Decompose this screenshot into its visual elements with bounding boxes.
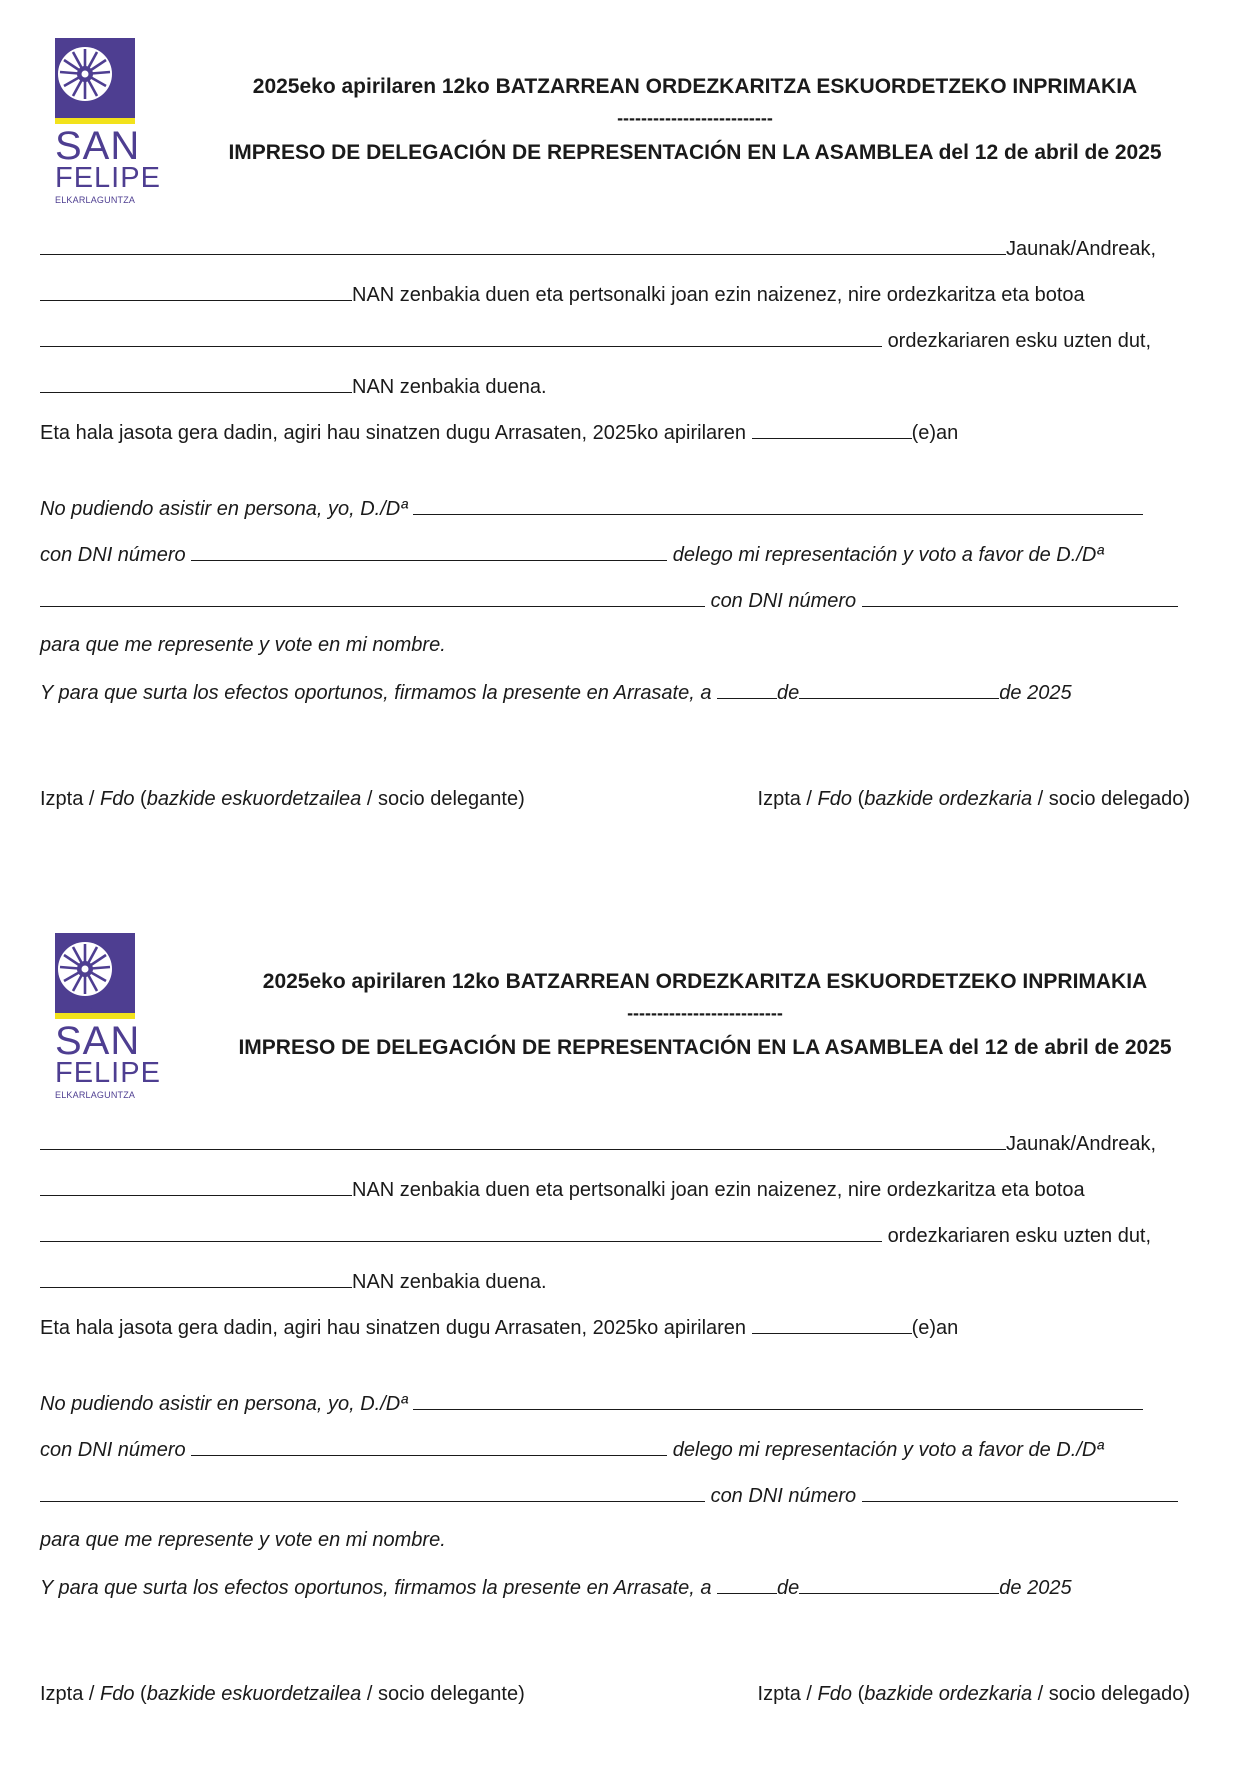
es-line-5-text: Y para que surta los efectos oportunos, firmamos la presente en Arrasate, a bbox=[40, 682, 712, 704]
logo-text-elkarlaguntza: ELKARLAGUNTZA bbox=[55, 1090, 136, 1100]
title-separator: -------------------------- bbox=[617, 108, 773, 128]
es-month-blank[interactable] bbox=[799, 1575, 999, 1594]
es-line-4-text: para que me represente y vote en mi nombre. bbox=[40, 1529, 446, 1551]
signature-delegate-label: Izpta / Fdo (bazkide ordezkaria / socio delegado) bbox=[757, 788, 1190, 810]
logo-text-felipe: FELIPE bbox=[55, 162, 161, 194]
es-line-1 bbox=[40, 496, 1190, 521]
es-line-2-suffix: delego mi representación y voto a favor de D./Dª bbox=[672, 1439, 1104, 1461]
delegate-nan-blank[interactable] bbox=[40, 1269, 352, 1288]
delegate-name-blank[interactable] bbox=[40, 1223, 882, 1242]
es-delegate-dni-blank[interactable] bbox=[862, 588, 1178, 607]
eu-line-4 bbox=[40, 1269, 1190, 1294]
eu-line-3-text: ordezkariaren esku uzten dut, bbox=[887, 330, 1152, 352]
delegator-name-blank[interactable] bbox=[40, 236, 1006, 255]
eu-line-2 bbox=[40, 1177, 1190, 1202]
es-line-2 bbox=[40, 542, 1190, 567]
es-line-2-suffix: delego mi representación y voto a favor de D./Dª bbox=[672, 544, 1104, 566]
eu-line-2-text: NAN zenbakia duen eta pertsonalki joan ezin naizenez, nire ordezkaritza eta botoa bbox=[352, 284, 1085, 306]
logo bbox=[55, 933, 161, 1103]
es-line-2-text: con DNI número bbox=[40, 544, 186, 566]
eu-line-5 bbox=[40, 420, 1190, 445]
es-line-4 bbox=[40, 1529, 1190, 1552]
eu-line-3-text: ordezkariaren esku uzten dut, bbox=[887, 1225, 1152, 1247]
delegate-name-blank[interactable] bbox=[40, 328, 882, 347]
logo-text-felipe: FELIPE bbox=[55, 1057, 161, 1089]
signature-delegate-label: Izpta / Fdo (bazkide ordezkaria / socio delegado) bbox=[757, 1683, 1190, 1705]
shell-logo-icon bbox=[55, 933, 135, 1021]
es-line-3 bbox=[40, 588, 1190, 613]
es-delegator-dni-blank[interactable] bbox=[191, 542, 667, 561]
es-delegator-dni-blank[interactable] bbox=[191, 1437, 667, 1456]
es-delegate-name-blank[interactable] bbox=[40, 588, 705, 607]
es-line-3-text: con DNI número bbox=[710, 590, 857, 612]
eu-line-4 bbox=[40, 374, 1190, 399]
eu-line-3 bbox=[40, 1223, 1190, 1248]
eu-line-5-text: Eta hala jasota gera dadin, agiri hau sinatzen dugu Arrasaten, 2025ko apirilaren bbox=[40, 1317, 747, 1339]
form-title-spanish: IMPRESO DE DELEGACIÓN DE REPRESENTACIÓN EN LA ASAMBLEA del 12 de abril de 2025 bbox=[228, 141, 1162, 164]
es-line-2-text: con DNI número bbox=[40, 1439, 186, 1461]
form-title-basque: 2025eko apirilaren 12ko BATZARREAN ORDEZKARITZA ESKUORDETZEKO INPRIMAKIA bbox=[252, 75, 1138, 98]
es-month-blank[interactable] bbox=[799, 680, 999, 699]
eu-line-4-text: NAN zenbakia duena. bbox=[352, 1271, 547, 1293]
delegation-form-2 bbox=[0, 895, 1240, 1765]
es-line-4-text: para que me represente y vote en mi nombre. bbox=[40, 634, 446, 656]
logo-text-san: SAN bbox=[55, 124, 141, 168]
es-line-5-year: de 2025 bbox=[999, 1577, 1072, 1599]
es-line-1-text: No pudiendo asistir en persona, yo, D./Dª bbox=[40, 498, 408, 520]
eu-line-5-suffix: (e)an bbox=[911, 1317, 959, 1339]
logo-text-elkarlaguntza: ELKARLAGUNTZA bbox=[55, 195, 136, 205]
es-delegator-name-blank[interactable] bbox=[413, 496, 1143, 515]
logo bbox=[55, 38, 161, 208]
eu-line-3 bbox=[40, 328, 1190, 353]
es-line-1-text: No pudiendo asistir en persona, yo, D./Dª bbox=[40, 1393, 408, 1415]
delegator-nan-blank[interactable] bbox=[40, 282, 352, 301]
eu-line-1 bbox=[40, 236, 1190, 261]
delegate-nan-blank[interactable] bbox=[40, 374, 352, 393]
form-title-basque: 2025eko apirilaren 12ko BATZARREAN ORDEZKARITZA ESKUORDETZEKO INPRIMAKIA bbox=[262, 970, 1148, 993]
eu-line-5 bbox=[40, 1315, 1190, 1340]
es-day-blank[interactable] bbox=[717, 680, 777, 699]
eu-line-1-text: Jaunak/Andreak, bbox=[1006, 1133, 1157, 1155]
title-separator: -------------------------- bbox=[627, 1003, 783, 1023]
es-line-2 bbox=[40, 1437, 1190, 1462]
es-line-5-text: Y para que surta los efectos oportunos, firmamos la presente en Arrasate, a bbox=[40, 1577, 712, 1599]
eu-line-5-text: Eta hala jasota gera dadin, agiri hau sinatzen dugu Arrasaten, 2025ko apirilaren bbox=[40, 422, 747, 444]
es-line-4 bbox=[40, 634, 1190, 657]
delegator-name-blank[interactable] bbox=[40, 1131, 1006, 1150]
eu-line-1-text: Jaunak/Andreak, bbox=[1006, 238, 1157, 260]
es-delegate-name-blank[interactable] bbox=[40, 1483, 705, 1502]
es-line-1 bbox=[40, 1391, 1190, 1416]
signature-delegator-label: Izpta / Fdo (bazkide eskuordetzailea / socio delegante) bbox=[40, 788, 525, 810]
es-line-5-de: de bbox=[777, 682, 800, 704]
eu-line-4-text: NAN zenbakia duena. bbox=[352, 376, 547, 398]
delegation-form-1 bbox=[0, 0, 1240, 870]
es-line-3 bbox=[40, 1483, 1190, 1508]
signature-delegator-label: Izpta / Fdo (bazkide eskuordetzailea / socio delegante) bbox=[40, 1683, 525, 1705]
es-line-3-text: con DNI número bbox=[710, 1485, 857, 1507]
es-day-blank[interactable] bbox=[717, 1575, 777, 1594]
delegator-nan-blank[interactable] bbox=[40, 1177, 352, 1196]
shell-logo-icon bbox=[55, 38, 135, 126]
eu-line-2-text: NAN zenbakia duen eta pertsonalki joan ezin naizenez, nire ordezkaritza eta botoa bbox=[352, 1179, 1085, 1201]
es-delegate-dni-blank[interactable] bbox=[862, 1483, 1178, 1502]
logo-text-san: SAN bbox=[55, 1019, 141, 1063]
es-line-5-de: de bbox=[777, 1577, 800, 1599]
es-line-5 bbox=[40, 1575, 1190, 1600]
es-line-5-year: de 2025 bbox=[999, 682, 1072, 704]
es-line-5 bbox=[40, 680, 1190, 705]
es-delegator-name-blank[interactable] bbox=[413, 1391, 1143, 1410]
eu-date-blank[interactable] bbox=[752, 420, 912, 439]
form-title-spanish: IMPRESO DE DELEGACIÓN DE REPRESENTACIÓN EN LA ASAMBLEA del 12 de abril de 2025 bbox=[238, 1036, 1172, 1059]
eu-line-2 bbox=[40, 282, 1190, 307]
eu-line-1 bbox=[40, 1131, 1190, 1156]
eu-line-5-suffix: (e)an bbox=[911, 422, 959, 444]
eu-date-blank[interactable] bbox=[752, 1315, 912, 1334]
